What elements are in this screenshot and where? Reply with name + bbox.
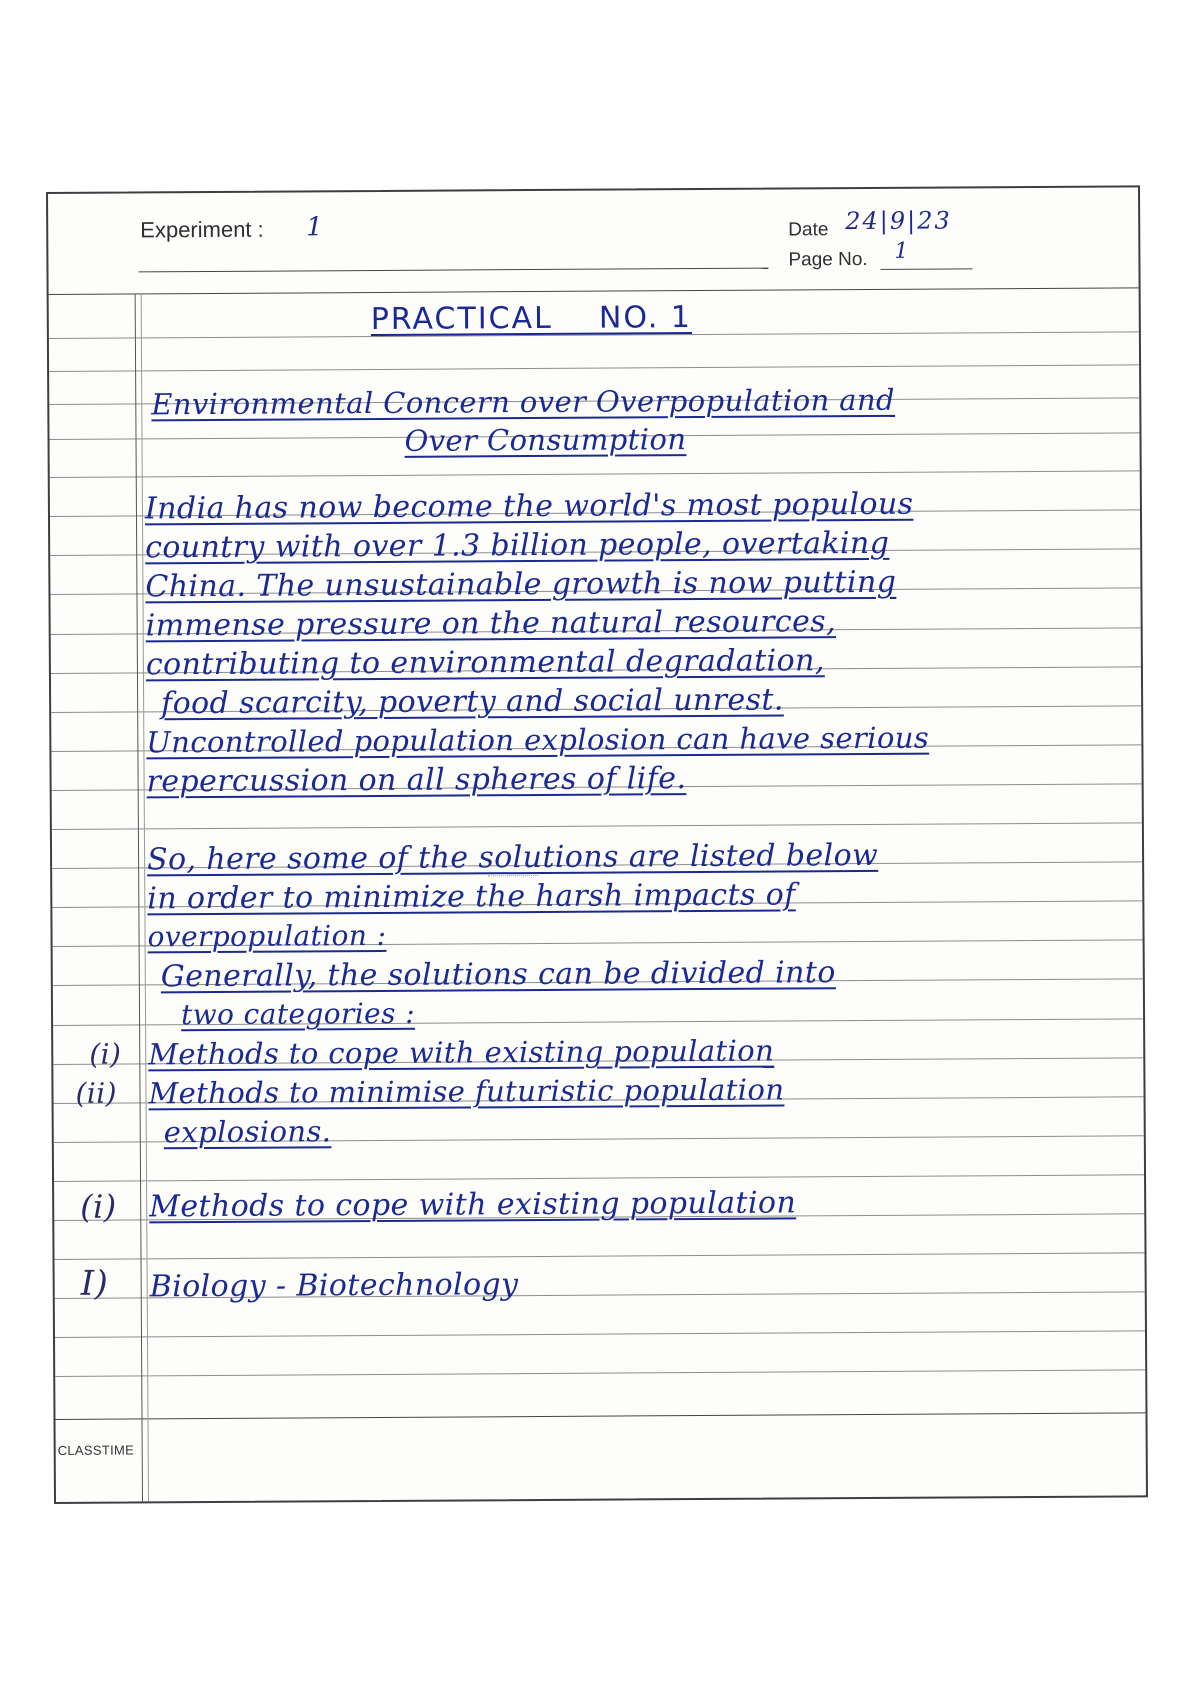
paragraph-line: Uncontrolled population explosion can have serious <box>146 720 930 760</box>
ruled-line <box>55 1330 1145 1338</box>
paragraph-line: So, here some of the solutions are listed below <box>146 837 879 878</box>
category-item: Methods to cope with existing population <box>148 1033 775 1072</box>
date-value: 24|9|23 <box>845 206 952 236</box>
paragraph-line: food scarcity, poverty and social unrest. <box>161 682 784 722</box>
topic-line-2: Over Consumption <box>404 422 687 458</box>
experiment-label: Experiment : <box>140 216 264 243</box>
ruled-line <box>49 364 1139 372</box>
notebook-page <box>46 185 1148 1504</box>
header-rule <box>49 287 1139 295</box>
category-continuation: explosions. <box>163 1114 332 1150</box>
page-title: PRACTICAL NO. 1 <box>370 300 693 338</box>
experiment-value: 1 <box>306 212 323 243</box>
paragraph-line: contributing to environmental degradation, <box>145 643 825 683</box>
ruled-line <box>52 822 1142 830</box>
paragraph-line: immense pressure on the natural resources, <box>145 604 837 644</box>
paragraph-line: India has now become the world's most populous <box>144 486 914 527</box>
date-label: Date <box>788 219 829 241</box>
page-number-value: 1 <box>894 238 909 264</box>
paragraph-line: repercussion on all spheres of life. <box>146 761 687 800</box>
category-marker: (ii) <box>75 1076 117 1110</box>
paragraph-line: China. The unsustainable growth is now putting <box>145 564 897 605</box>
page-number-label: Page No. <box>788 248 868 271</box>
category-marker: (i) <box>89 1037 122 1071</box>
subsection-heading: Biology - Biotechnology <box>149 1267 519 1305</box>
paragraph-line: country with over 1.3 billion people, overtaking <box>145 525 890 566</box>
ruled-line <box>50 470 1140 478</box>
paragraph-line: Generally, the solutions can be divided into <box>160 955 836 995</box>
header-underline <box>138 268 768 273</box>
paragraph-line: overpopulation : <box>147 918 387 954</box>
page-number-underline <box>880 268 972 270</box>
topic-line-1: Environmental Concern over Overpopulation and <box>151 382 896 422</box>
category-item: Methods to minimise futuristic population <box>148 1072 785 1111</box>
ruled-line <box>54 1174 1144 1182</box>
section-heading: Methods to cope with existing population <box>149 1185 797 1225</box>
footer-rule <box>55 1412 1145 1420</box>
section-marker: (i) <box>80 1187 117 1226</box>
paragraph-line: in order to minimize the harsh impacts of <box>147 877 796 917</box>
ruled-line <box>55 1369 1145 1377</box>
paragraph-line: two categories : <box>180 996 416 1032</box>
subsection-marker: I) <box>80 1263 109 1304</box>
ruled-line <box>55 1252 1145 1260</box>
brand-label: CLASSTIME <box>57 1442 135 1458</box>
